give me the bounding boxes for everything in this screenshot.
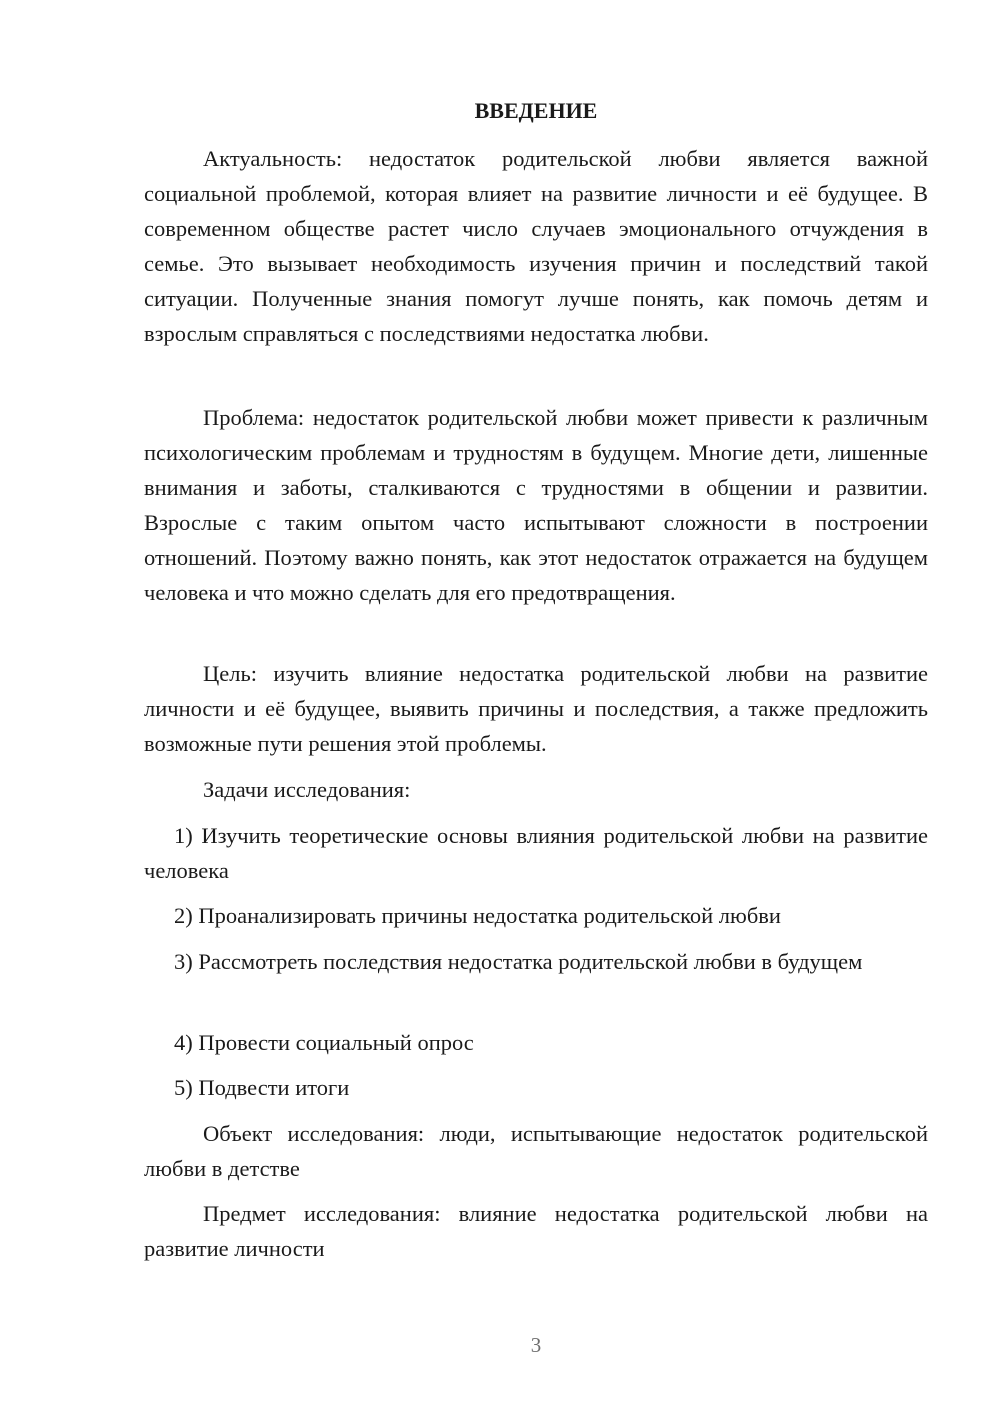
task-item-1: 1) Изучить теоретические основы влияния родительской любви на развитие человека: [144, 823, 928, 883]
tasks-heading: Задачи исследования:: [203, 777, 411, 802]
task-item-3: 3) Рассмотреть последствия недостатка родительской любви в будущем: [174, 949, 863, 974]
goal-paragraph: Цель: изучить влияние недостатка родительской любви на развитие личности и её будущее, выявить причины и последствия, а также предложить возможные пути решения этой проблемы.: [144, 661, 928, 756]
page-number: 3: [530, 1333, 542, 1357]
task-item-2: 2) Проанализировать причины недостатка родительской любви: [174, 903, 781, 928]
task-item-4: 4) Провести социальный опрос: [174, 1030, 474, 1055]
page-title: ВВЕДЕНИЕ: [474, 98, 598, 123]
subject-paragraph: Предмет исследования: влияние недостатка родительской любви на развитие личности: [144, 1201, 928, 1261]
relevance-paragraph: Актуальность: недостаток родительской любви является важной социальной проблемой, которая влияет на развитие личности и её будущее. В современном обществе растет число случаев эмоционального отчуждения в семье. Это вызывает необходимость изучения причин и последствий такой ситуации. Полученные знания помогут лучше понять, как помочь детям и взрослым справляться с последствиями недостатка любви.: [144, 146, 928, 346]
task-item-5: 5) Подвести итоги: [174, 1075, 350, 1100]
object-paragraph: Объект исследования: люди, испытывающие недостаток родительской любви в детстве: [144, 1121, 928, 1181]
problem-paragraph: Проблема: недостаток родительской любви может привести к различным психологическим проблемам и трудностям в будущем. Многие дети, лишенные внимания и заботы, сталкиваются с трудностями в общении и развитии. Взрослые с таким опытом часто испытывают сложности в построении отношений. Поэтому важно понять, как этот недостаток отражается на будущем человека и что можно сделать для его предотвращения.: [144, 405, 928, 605]
